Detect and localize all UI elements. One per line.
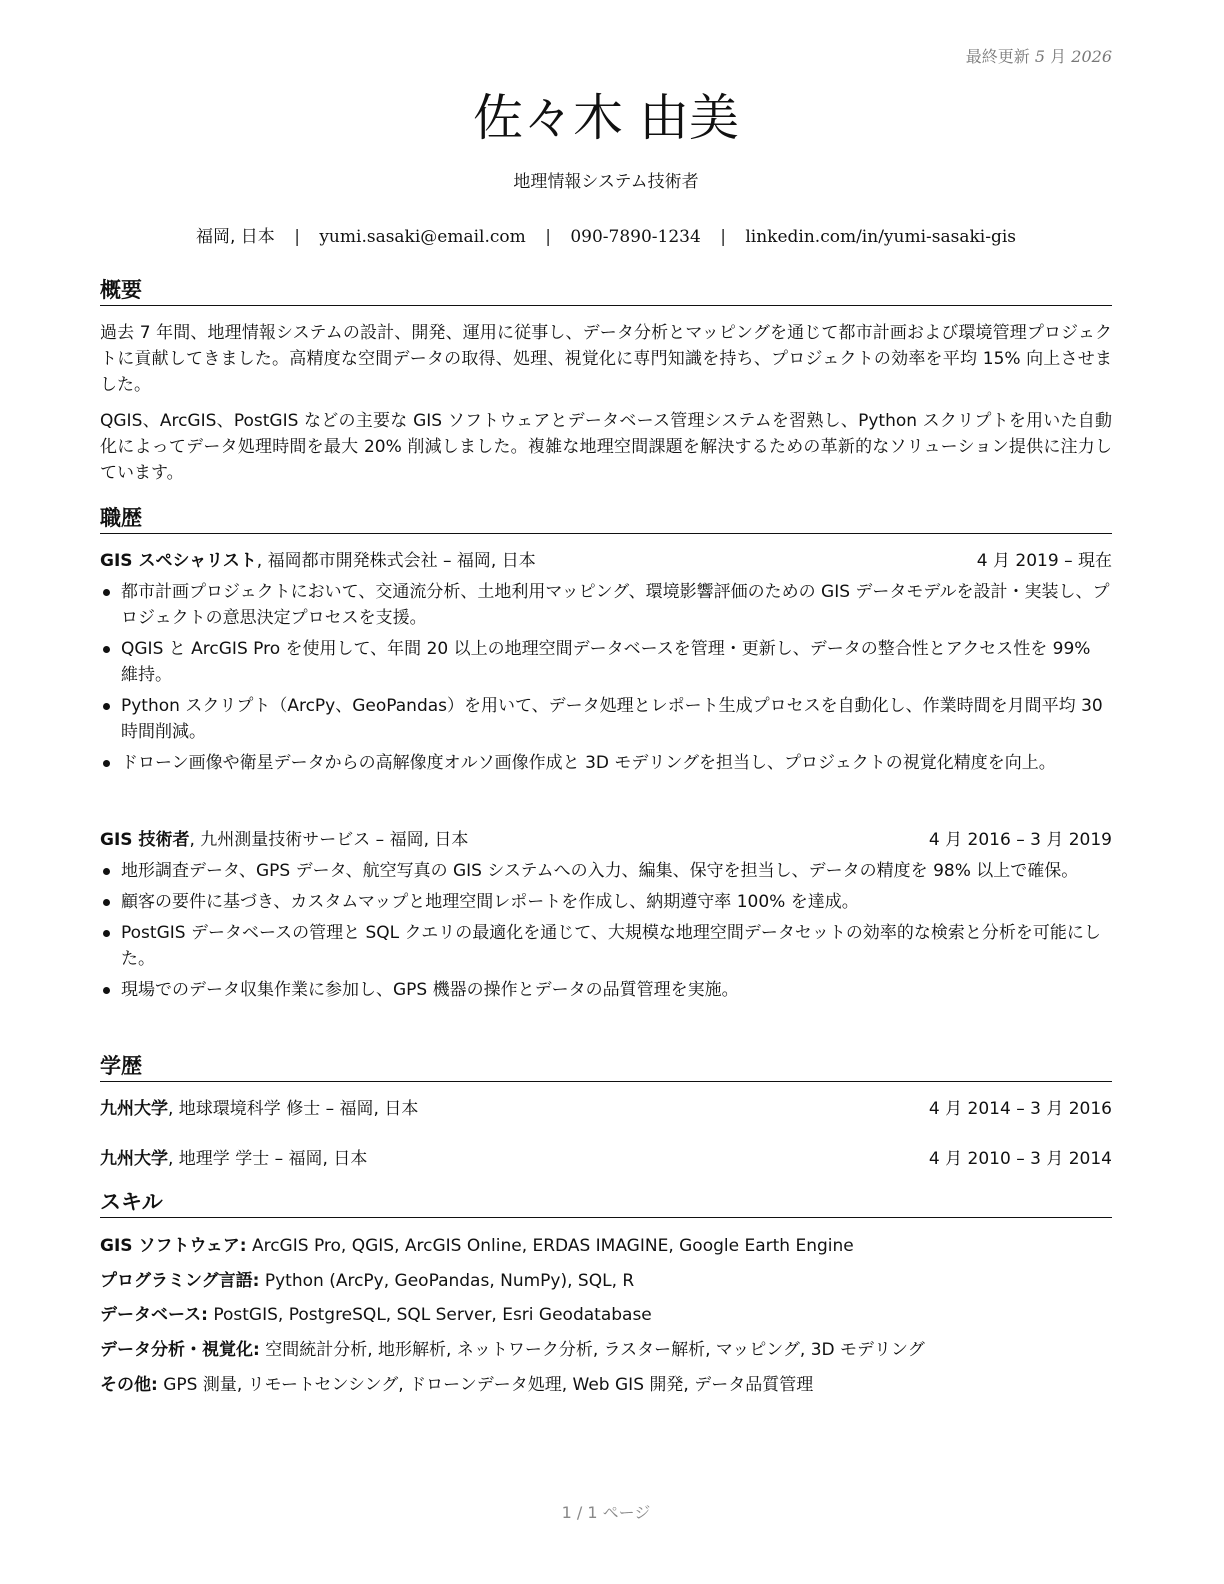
- education-entry: [100, 1096, 1112, 1122]
- section-title-skills: スキル: [100, 1188, 1112, 1218]
- skill-value: 空間統計分析, 地形解析, ネットワーク分析, ラスター解析, マッピング, 3D モデリング: [259, 1340, 925, 1360]
- skill-line: [100, 1302, 1112, 1328]
- job-position: GIS スペシャリスト: [100, 551, 257, 571]
- education-dates: 4 月 2010 – 3 月 2014: [928, 1149, 1112, 1169]
- section-title-education: 学歴: [100, 1052, 1112, 1082]
- list-item: 現場でのデータ収集作業に参加し、GPS 機器の操作とデータの品質管理を実施。: [100, 977, 1112, 1003]
- contact-linkedin-link[interactable]: linkedin.com/in/yumi-sasaki-gis: [745, 227, 1017, 247]
- skill-line: [100, 1233, 1112, 1259]
- job-organization: , 福岡都市開発株式会社 – 福岡, 日本: [256, 551, 536, 571]
- job-role: 地理情報システム技術者: [513, 172, 699, 192]
- list-item: QGIS と ArcGIS Pro を使用して、年間 20 以上の地理空間データベースを管理・更新し、データの整合性とアクセス性を 99% 維持。: [100, 636, 1112, 688]
- contact-line: [100, 224, 1112, 250]
- last-updated-label: 最終更新: [965, 47, 1030, 66]
- list-item: 顧客の要件に基づき、カスタムマップと地理空間レポートを作成し、納期遵守率 100% を達成。: [100, 889, 1112, 915]
- summary-paragraph: QGIS、ArcGIS、PostGIS などの主要な GIS ソフトウェアとデータベース管理システムを習熟し、Python スクリプトを用いた自動化によってデータ処理時間を最大 20% 削減しました。複雑な地理空間課題を解決するための革新的なソリューション提供に注力しています。: [100, 411, 1112, 483]
- job-bullets: [100, 858, 1112, 1008]
- contact-separator: |: [545, 227, 551, 247]
- job-dates: 4 月 2019 – 現在: [976, 551, 1112, 571]
- last-updated-month: 5: [1034, 47, 1046, 66]
- education-dates: 4 月 2014 – 3 月 2016: [928, 1099, 1112, 1119]
- last-updated-year: 2026: [1071, 47, 1112, 66]
- skill-label: その他:: [100, 1375, 158, 1395]
- education-school: 九州大学: [100, 1099, 168, 1119]
- skill-value: GPS 測量, リモートセンシング, ドローンデータ処理, Web GIS 開発, データ品質管理: [157, 1375, 814, 1395]
- list-item: PostGIS データベースの管理と SQL クエリの最適化を通じて、大規模な地理空間データセットの効率的な検索と分析を可能にした。: [100, 920, 1112, 972]
- skill-line: [100, 1337, 1112, 1363]
- list-item: 都市計画プロジェクトにおいて、交通流分析、土地利用マッピング、環境影響評価のための GIS データモデルを設計・実装し、プロジェクトの意思決定プロセスを支援。: [100, 579, 1112, 631]
- last-updated-month-unit: 月: [1050, 47, 1067, 66]
- skill-label: GIS ソフトウェア:: [100, 1236, 247, 1256]
- person-name: 佐々木 由美: [473, 89, 739, 147]
- job-organization: , 九州測量技術サービス – 福岡, 日本: [189, 830, 469, 850]
- summary-paragraph: 過去 7 年間、地理情報システムの設計、開発、運用に従事し、データ分析とマッピングを通じて都市計画および環境管理プロジェクトに貢献してきました。高精度な空間データの取得、処理、視覚化に専門知識を持ち、プロジェクトの効率を平均 15% 向上させました。: [100, 323, 1112, 395]
- contact-phone: 090-7890-1234: [570, 227, 701, 247]
- education-detail: , 地球環境科学 修士 – 福岡, 日本: [168, 1099, 419, 1119]
- job-dates: 4 月 2016 – 3 月 2019: [928, 830, 1112, 850]
- job-bullets: [100, 579, 1112, 781]
- contact-location: 福岡, 日本: [195, 227, 275, 247]
- section-title-summary: 概要: [100, 276, 1112, 306]
- section-title-experience: 職歴: [100, 504, 1112, 534]
- job-header: [100, 548, 1112, 574]
- job-header: [100, 827, 1112, 853]
- skill-line: [100, 1268, 1112, 1294]
- contact-email-link[interactable]: yumi.sasaki@email.com: [319, 227, 526, 247]
- skill-value: ArcGIS Pro, QGIS, ArcGIS Online, ERDAS IMAGINE, Google Earth Engine: [246, 1236, 854, 1256]
- list-item: Python スクリプト（ArcPy、GeoPandas）を用いて、データ処理とレポート生成プロセスを自動化し、作業時間を月間平均 30 時間削減。: [100, 693, 1112, 745]
- job-position: GIS 技術者: [100, 830, 190, 850]
- skill-line: [100, 1372, 1112, 1398]
- skill-label: プログラミング言語:: [100, 1271, 260, 1291]
- education-school: 九州大学: [100, 1149, 168, 1169]
- last-updated: [966, 44, 1112, 67]
- contact-separator: |: [294, 227, 300, 247]
- list-item: ドローン画像や衛星データからの高解像度オルソ画像作成と 3D モデリングを担当し、プロジェクトの視覚化精度を向上。: [100, 750, 1112, 776]
- page-number: 1 / 1 ページ: [561, 1503, 651, 1522]
- skill-label: データベース:: [100, 1305, 208, 1325]
- skill-value: Python (ArcPy, GeoPandas, NumPy), SQL, R: [259, 1271, 635, 1291]
- resume-page: [100, 0, 1112, 1584]
- skill-label: データ分析・視覚化:: [100, 1340, 260, 1360]
- skill-value: PostGIS, PostgreSQL, SQL Server, Esri Geodatabase: [207, 1305, 652, 1325]
- contact-separator: |: [720, 227, 726, 247]
- education-detail: , 地理学 学士 – 福岡, 日本: [168, 1149, 368, 1169]
- list-item: 地形調査データ、GPS データ、航空写真の GIS システムへの入力、編集、保守を担当し、データの精度を 98% 以上で確保。: [100, 858, 1112, 884]
- education-entry: [100, 1146, 1112, 1172]
